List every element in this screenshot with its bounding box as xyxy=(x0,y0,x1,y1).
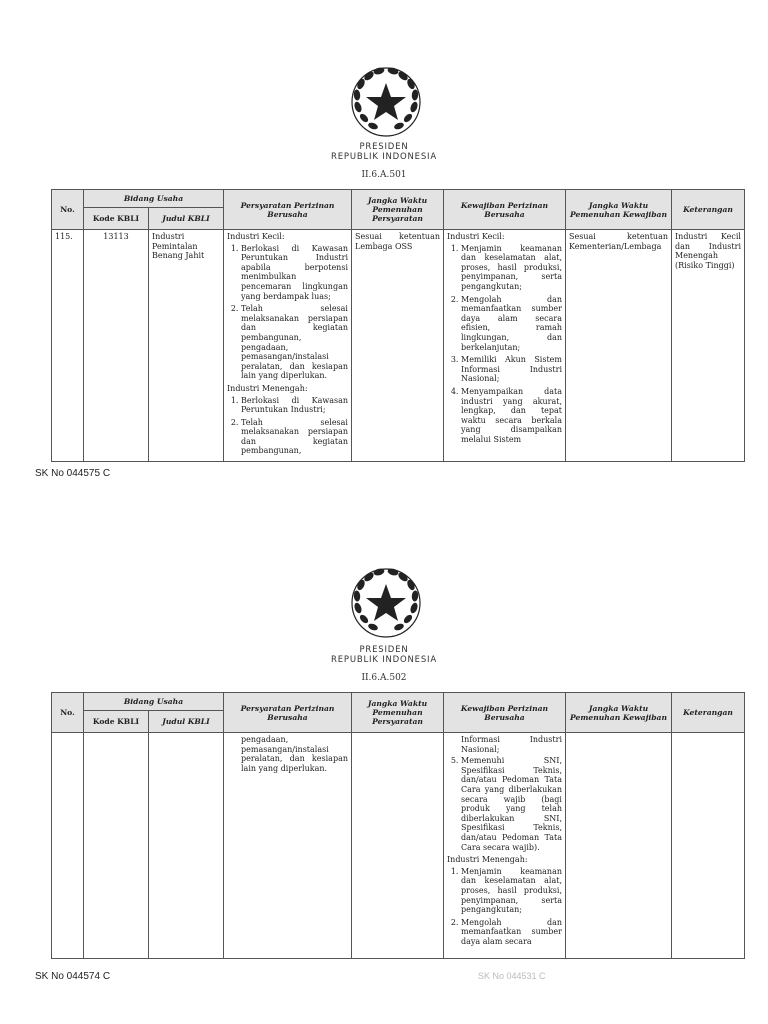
header-title xyxy=(0,645,768,665)
col-header-jangka-kewajiban: Jangka Waktu Pemenuhan Kewajiban xyxy=(566,190,672,230)
list-item: 4. Menyampaikan data industri yang akurat, lengkap, dan tepat waktu secara berkala yang disampaikan melalui Sistem xyxy=(461,387,562,445)
col-header-persyaratan: Persyaratan Perizinan Berusaha xyxy=(224,693,352,733)
persyaratan-continued: pengadaan, pemasangan/instalasi peralatan, dan kesiapan lain yang diperlukan. xyxy=(241,735,348,773)
list-item: 2. Telah selesai melaksanakan persiapan dan kegiatan pembangunan, pengadaan, pemasangan/instalasi peralatan, dan kesiapan lain yang diperlukan. xyxy=(241,304,348,381)
cell-keterangan xyxy=(672,733,745,959)
cell-kode-kbli: 13113 xyxy=(84,230,149,462)
cell-jangka-kewajiban xyxy=(566,733,672,959)
kewajiban-menengah-title: Industri Menengah: xyxy=(447,855,528,865)
sk-number: SK No 044574 C xyxy=(35,971,111,982)
cell-persyaratan xyxy=(224,733,352,959)
col-header-persyaratan: Persyaratan Perizinan Berusaha xyxy=(224,190,352,230)
col-header-keterangan: Keterangan xyxy=(672,190,745,230)
kewajiban-continued: Informasi Industri Nasional; xyxy=(461,735,562,754)
page-code: II.6.A.502 xyxy=(361,673,407,683)
presidential-emblem-icon xyxy=(349,566,423,640)
cell-no xyxy=(52,733,84,959)
cell-keterangan: Industri Kecil dan Industri Menengah (Risiko Tinggi) xyxy=(672,230,745,462)
header-title-line1: PRESIDEN xyxy=(359,142,409,152)
col-header-no: No. xyxy=(52,693,84,733)
table-row xyxy=(52,733,745,959)
list-item: 2. Telah selesai melaksanakan persiapan dan kegiatan pembangunan, xyxy=(241,418,348,456)
list-item: 1. Berlokasi di Kawasan Peruntukan Industri; xyxy=(241,396,348,415)
list-item: 5. Memenuhi SNI, Spesifikasi Teknis, dan/atau Pedoman Tata Cara yang diberlakukan secara wajib (bagi produk yang telah diberlakukan SNI, Spesifikasi Teknis, dan/atau Pedoman Tata Cara secara wajib). xyxy=(461,756,562,852)
page-code: II.6.A.501 xyxy=(361,170,407,180)
col-header-jangka-kewajiban: Jangka Waktu Pemenuhan Kewajiban xyxy=(566,693,672,733)
list-item: 2. Mengolah dan memanfaatkan sumber daya alam secara xyxy=(461,918,562,947)
cell-judul-kbli: Industri Pemintalan Benang Jahit xyxy=(149,230,224,462)
cell-judul-kbli xyxy=(149,733,224,959)
col-header-no: No. xyxy=(52,190,84,230)
col-header-jangka-persyaratan: Jangka Waktu Pemenuhan Persyaratan xyxy=(352,190,444,230)
cell-jangka-persyaratan xyxy=(352,733,444,959)
faint-sk-number: SK No 044531 C xyxy=(478,971,546,981)
cell-jangka-kewajiban: Sesuai ketentuan Kementerian/Lembaga xyxy=(566,230,672,462)
kewajiban-kecil-title: Industri Kecil: xyxy=(447,232,505,241)
col-header-bidang-usaha: Bidang Usaha xyxy=(84,190,224,208)
list-item: 1. Berlokasi di Kawasan Peruntukan Industri apabila berpotensi menimbulkan pencemaran lingkungan yang berdampak luas; xyxy=(241,244,348,302)
list-item: 2. Mengolah dan memanfaatkan sumber daya alam secara efisien, ramah lingkungan, dan berkelanjutan; xyxy=(461,295,562,353)
header-title-line1: PRESIDEN xyxy=(359,645,409,655)
sk-number: SK No 044575 C xyxy=(35,468,111,479)
col-header-bidang-usaha: Bidang Usaha xyxy=(84,693,224,711)
cell-kewajiban xyxy=(444,733,566,959)
col-header-kewajiban: Kewajiban Perizinan Berusaha xyxy=(444,190,566,230)
list-item: 1. Menjamin keamanan dan keselamatan alat, proses, hasil produksi, penyimpanan, serta pengangkutan; xyxy=(461,244,562,292)
col-header-kewajiban: Kewajiban Perizinan Berusaha xyxy=(444,693,566,733)
cell-kode-kbli xyxy=(84,733,149,959)
col-header-kode-kbli: Kode KBLI xyxy=(84,208,149,230)
persyaratan-kecil-title: Industri Kecil: xyxy=(227,232,285,241)
cell-no: 115. xyxy=(52,230,84,462)
cell-jangka-persyaratan: Sesuai ketentuan Lembaga OSS xyxy=(352,230,444,462)
col-header-jangka-persyaratan: Jangka Waktu Pemenuhan Persyaratan xyxy=(352,693,444,733)
col-header-kode-kbli: Kode KBLI xyxy=(84,711,149,733)
list-item: 1. Menjamin keamanan dan keselamatan alat, proses, hasil produksi, penyimpanan, serta pengangkutan; xyxy=(461,867,562,915)
persyaratan-menengah-title: Industri Menengah: xyxy=(227,383,308,393)
col-header-judul-kbli: Judul KBLI xyxy=(149,711,224,733)
header-title-line2: REPUBLIK INDONESIA xyxy=(331,655,437,665)
list-item: 3. Memiliki Akun Sistem Informasi Industri Nasional; xyxy=(461,355,562,384)
col-header-keterangan: Keterangan xyxy=(672,693,745,733)
col-header-judul-kbli: Judul KBLI xyxy=(149,208,224,230)
regulation-table xyxy=(51,692,745,959)
header-title-line2: REPUBLIK INDONESIA xyxy=(331,152,437,162)
